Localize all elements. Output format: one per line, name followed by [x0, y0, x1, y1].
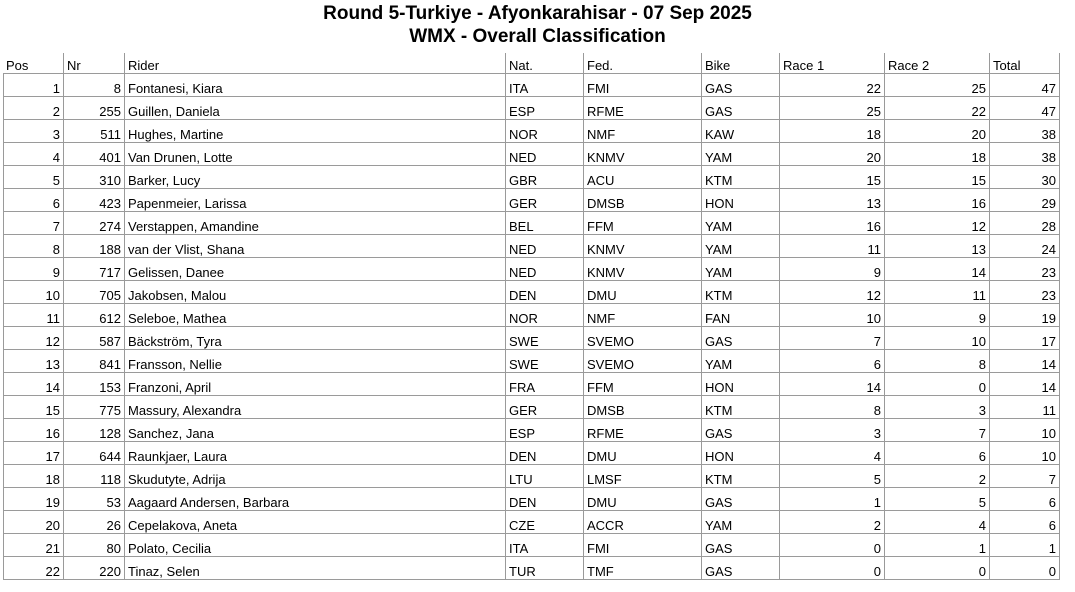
cell-total: 6	[989, 488, 1060, 511]
cell-fed: NMF	[583, 304, 701, 327]
cell-bike: KTM	[701, 396, 779, 419]
col-header-bike: Bike	[701, 53, 779, 74]
cell-fed: RFME	[583, 97, 701, 120]
table-row	[3, 534, 1060, 557]
cell-race1: 7	[779, 327, 884, 350]
cell-total: 10	[989, 419, 1060, 442]
cell-nr: 705	[63, 281, 124, 304]
cell-rider: Gelissen, Danee	[124, 258, 505, 281]
cell-nr: 612	[63, 304, 124, 327]
cell-race1: 0	[779, 557, 884, 580]
page-header	[0, 0, 1075, 48]
cell-fed: KNMV	[583, 258, 701, 281]
cell-race2: 8	[884, 350, 989, 373]
cell-pos: 21	[3, 534, 63, 557]
cell-race1: 20	[779, 143, 884, 166]
cell-race2: 22	[884, 97, 989, 120]
cell-fed: DMSB	[583, 189, 701, 212]
cell-rider: Fontanesi, Kiara	[124, 74, 505, 97]
cell-total: 7	[989, 465, 1060, 488]
col-header-rider: Rider	[124, 53, 505, 74]
col-header-race2: Race 2	[884, 53, 989, 74]
cell-fed: LMSF	[583, 465, 701, 488]
cell-race1: 15	[779, 166, 884, 189]
cell-pos: 13	[3, 350, 63, 373]
cell-nat: GER	[505, 396, 583, 419]
cell-rider: Guillen, Daniela	[124, 97, 505, 120]
table-row	[3, 166, 1060, 189]
cell-rider: Van Drunen, Lotte	[124, 143, 505, 166]
cell-rider: Skudutyte, Adrija	[124, 465, 505, 488]
col-header-nat: Nat.	[505, 53, 583, 74]
cell-rider: Verstappen, Amandine	[124, 212, 505, 235]
cell-nat: FRA	[505, 373, 583, 396]
cell-nat: DEN	[505, 281, 583, 304]
cell-fed: DMU	[583, 442, 701, 465]
cell-total: 11	[989, 396, 1060, 419]
cell-bike: GAS	[701, 327, 779, 350]
table-row	[3, 442, 1060, 465]
cell-race1: 11	[779, 235, 884, 258]
table-row	[3, 143, 1060, 166]
cell-rider: Barker, Lucy	[124, 166, 505, 189]
cell-nat: ESP	[505, 419, 583, 442]
cell-rider: Hughes, Martine	[124, 120, 505, 143]
cell-race2: 14	[884, 258, 989, 281]
cell-pos: 3	[3, 120, 63, 143]
cell-nr: 401	[63, 143, 124, 166]
cell-total: 14	[989, 350, 1060, 373]
cell-nat: ITA	[505, 534, 583, 557]
cell-fed: ACCR	[583, 511, 701, 534]
cell-race2: 4	[884, 511, 989, 534]
cell-nat: NED	[505, 143, 583, 166]
cell-pos: 22	[3, 557, 63, 580]
cell-bike: YAM	[701, 511, 779, 534]
cell-race2: 2	[884, 465, 989, 488]
cell-total: 28	[989, 212, 1060, 235]
cell-race2: 3	[884, 396, 989, 419]
cell-pos: 10	[3, 281, 63, 304]
cell-pos: 12	[3, 327, 63, 350]
cell-nr: 128	[63, 419, 124, 442]
cell-nr: 8	[63, 74, 124, 97]
cell-total: 29	[989, 189, 1060, 212]
cell-nr: 53	[63, 488, 124, 511]
cell-bike: HON	[701, 189, 779, 212]
cell-total: 30	[989, 166, 1060, 189]
cell-total: 47	[989, 74, 1060, 97]
cell-pos: 1	[3, 74, 63, 97]
cell-pos: 17	[3, 442, 63, 465]
cell-pos: 18	[3, 465, 63, 488]
cell-fed: DMU	[583, 281, 701, 304]
cell-race1: 3	[779, 419, 884, 442]
cell-bike: KTM	[701, 465, 779, 488]
cell-nat: SWE	[505, 350, 583, 373]
cell-fed: NMF	[583, 120, 701, 143]
cell-nr: 26	[63, 511, 124, 534]
cell-nr: 775	[63, 396, 124, 419]
cell-bike: GAS	[701, 419, 779, 442]
cell-rider: Jakobsen, Malou	[124, 281, 505, 304]
table-row	[3, 465, 1060, 488]
table-row	[3, 373, 1060, 396]
cell-race1: 13	[779, 189, 884, 212]
cell-race2: 16	[884, 189, 989, 212]
cell-race2: 13	[884, 235, 989, 258]
cell-bike: KTM	[701, 281, 779, 304]
cell-pos: 5	[3, 166, 63, 189]
cell-nr: 511	[63, 120, 124, 143]
cell-race2: 15	[884, 166, 989, 189]
table-row	[3, 557, 1060, 580]
cell-pos: 7	[3, 212, 63, 235]
cell-total: 17	[989, 327, 1060, 350]
cell-nat: ESP	[505, 97, 583, 120]
event-title: Round 5-Turkiye - Afyonkarahisar - 07 Sep 2025	[323, 3, 752, 24]
cell-fed: SVEMO	[583, 327, 701, 350]
cell-bike: YAM	[701, 235, 779, 258]
cell-race1: 9	[779, 258, 884, 281]
cell-pos: 14	[3, 373, 63, 396]
cell-race1: 8	[779, 396, 884, 419]
cell-total: 47	[989, 97, 1060, 120]
cell-total: 10	[989, 442, 1060, 465]
cell-bike: YAM	[701, 143, 779, 166]
col-header-total: Total	[989, 53, 1060, 74]
cell-total: 0	[989, 557, 1060, 580]
cell-total: 1	[989, 534, 1060, 557]
table-header-row	[3, 53, 1060, 74]
cell-rider: Aagaard Andersen, Barbara	[124, 488, 505, 511]
cell-nat: NED	[505, 235, 583, 258]
cell-pos: 6	[3, 189, 63, 212]
cell-race1: 12	[779, 281, 884, 304]
cell-race1: 22	[779, 74, 884, 97]
cell-pos: 8	[3, 235, 63, 258]
cell-total: 14	[989, 373, 1060, 396]
cell-total: 19	[989, 304, 1060, 327]
cell-fed: KNMV	[583, 235, 701, 258]
table-row	[3, 281, 1060, 304]
cell-nr: 587	[63, 327, 124, 350]
cell-race2: 25	[884, 74, 989, 97]
cell-nr: 717	[63, 258, 124, 281]
cell-fed: DMU	[583, 488, 701, 511]
cell-rider: Tinaz, Selen	[124, 557, 505, 580]
table-row	[3, 97, 1060, 120]
cell-race2: 10	[884, 327, 989, 350]
table-row	[3, 419, 1060, 442]
col-header-pos: Pos	[3, 53, 63, 74]
cell-total: 38	[989, 143, 1060, 166]
cell-race2: 11	[884, 281, 989, 304]
cell-nr: 841	[63, 350, 124, 373]
cell-nr: 80	[63, 534, 124, 557]
cell-nr: 274	[63, 212, 124, 235]
cell-nr: 644	[63, 442, 124, 465]
cell-total: 24	[989, 235, 1060, 258]
cell-nat: TUR	[505, 557, 583, 580]
cell-bike: GAS	[701, 74, 779, 97]
cell-race1: 2	[779, 511, 884, 534]
cell-nat: GER	[505, 189, 583, 212]
cell-race2: 9	[884, 304, 989, 327]
cell-fed: FFM	[583, 373, 701, 396]
cell-race2: 18	[884, 143, 989, 166]
cell-race2: 7	[884, 419, 989, 442]
cell-nr: 220	[63, 557, 124, 580]
table-row	[3, 258, 1060, 281]
cell-nat: NOR	[505, 120, 583, 143]
cell-bike: KTM	[701, 166, 779, 189]
cell-nat: DEN	[505, 442, 583, 465]
cell-race1: 6	[779, 350, 884, 373]
table-row	[3, 120, 1060, 143]
cell-race1: 5	[779, 465, 884, 488]
cell-rider: Bäckström, Tyra	[124, 327, 505, 350]
cell-race2: 5	[884, 488, 989, 511]
cell-rider: Cepelakova, Aneta	[124, 511, 505, 534]
table-row	[3, 396, 1060, 419]
cell-total: 6	[989, 511, 1060, 534]
cell-pos: 2	[3, 97, 63, 120]
cell-nat: ITA	[505, 74, 583, 97]
cell-rider: Sanchez, Jana	[124, 419, 505, 442]
cell-nat: GBR	[505, 166, 583, 189]
cell-pos: 19	[3, 488, 63, 511]
cell-race1: 16	[779, 212, 884, 235]
classification-title: WMX - Overall Classification	[409, 26, 666, 47]
cell-rider: Seleboe, Mathea	[124, 304, 505, 327]
table-row	[3, 235, 1060, 258]
table-row	[3, 327, 1060, 350]
cell-nr: 118	[63, 465, 124, 488]
cell-race1: 4	[779, 442, 884, 465]
cell-fed: SVEMO	[583, 350, 701, 373]
cell-race2: 12	[884, 212, 989, 235]
cell-pos: 11	[3, 304, 63, 327]
cell-race2: 0	[884, 373, 989, 396]
cell-race2: 0	[884, 557, 989, 580]
cell-nr: 255	[63, 97, 124, 120]
col-header-fed: Fed.	[583, 53, 701, 74]
col-header-nr: Nr	[63, 53, 124, 74]
cell-nat: NOR	[505, 304, 583, 327]
results-table	[3, 53, 1060, 580]
table-row	[3, 511, 1060, 534]
cell-nat: SWE	[505, 327, 583, 350]
cell-nat: NED	[505, 258, 583, 281]
cell-fed: RFME	[583, 419, 701, 442]
cell-race1: 14	[779, 373, 884, 396]
cell-bike: YAM	[701, 258, 779, 281]
cell-bike: GAS	[701, 488, 779, 511]
cell-total: 23	[989, 258, 1060, 281]
cell-rider: Massury, Alexandra	[124, 396, 505, 419]
cell-race2: 6	[884, 442, 989, 465]
cell-nr: 153	[63, 373, 124, 396]
cell-rider: Papenmeier, Larissa	[124, 189, 505, 212]
cell-bike: HON	[701, 373, 779, 396]
cell-fed: KNMV	[583, 143, 701, 166]
cell-race1: 18	[779, 120, 884, 143]
cell-fed: FMI	[583, 74, 701, 97]
col-header-race1: Race 1	[779, 53, 884, 74]
cell-total: 38	[989, 120, 1060, 143]
cell-fed: ACU	[583, 166, 701, 189]
cell-race1: 1	[779, 488, 884, 511]
cell-total: 23	[989, 281, 1060, 304]
cell-race2: 20	[884, 120, 989, 143]
table-row	[3, 350, 1060, 373]
table-row	[3, 74, 1060, 97]
cell-rider: Franzoni, April	[124, 373, 505, 396]
cell-race1: 0	[779, 534, 884, 557]
cell-rider: Fransson, Nellie	[124, 350, 505, 373]
cell-nat: LTU	[505, 465, 583, 488]
cell-fed: FMI	[583, 534, 701, 557]
cell-bike: KAW	[701, 120, 779, 143]
cell-bike: GAS	[701, 557, 779, 580]
cell-fed: DMSB	[583, 396, 701, 419]
cell-pos: 16	[3, 419, 63, 442]
table-row	[3, 304, 1060, 327]
cell-pos: 9	[3, 258, 63, 281]
cell-bike: HON	[701, 442, 779, 465]
cell-bike: YAM	[701, 350, 779, 373]
cell-rider: Raunkjaer, Laura	[124, 442, 505, 465]
cell-bike: GAS	[701, 534, 779, 557]
cell-bike: GAS	[701, 97, 779, 120]
cell-rider: Polato, Cecilia	[124, 534, 505, 557]
cell-fed: FFM	[583, 212, 701, 235]
cell-pos: 20	[3, 511, 63, 534]
cell-race2: 1	[884, 534, 989, 557]
results-body	[3, 74, 1060, 580]
table-row	[3, 488, 1060, 511]
cell-pos: 15	[3, 396, 63, 419]
cell-nr: 423	[63, 189, 124, 212]
table-row	[3, 189, 1060, 212]
cell-bike: FAN	[701, 304, 779, 327]
cell-nat: CZE	[505, 511, 583, 534]
cell-rider: van der Vlist, Shana	[124, 235, 505, 258]
cell-race1: 25	[779, 97, 884, 120]
cell-nr: 188	[63, 235, 124, 258]
cell-pos: 4	[3, 143, 63, 166]
cell-race1: 10	[779, 304, 884, 327]
table-row	[3, 212, 1060, 235]
cell-nr: 310	[63, 166, 124, 189]
cell-bike: YAM	[701, 212, 779, 235]
cell-fed: TMF	[583, 557, 701, 580]
cell-nat: DEN	[505, 488, 583, 511]
cell-nat: BEL	[505, 212, 583, 235]
